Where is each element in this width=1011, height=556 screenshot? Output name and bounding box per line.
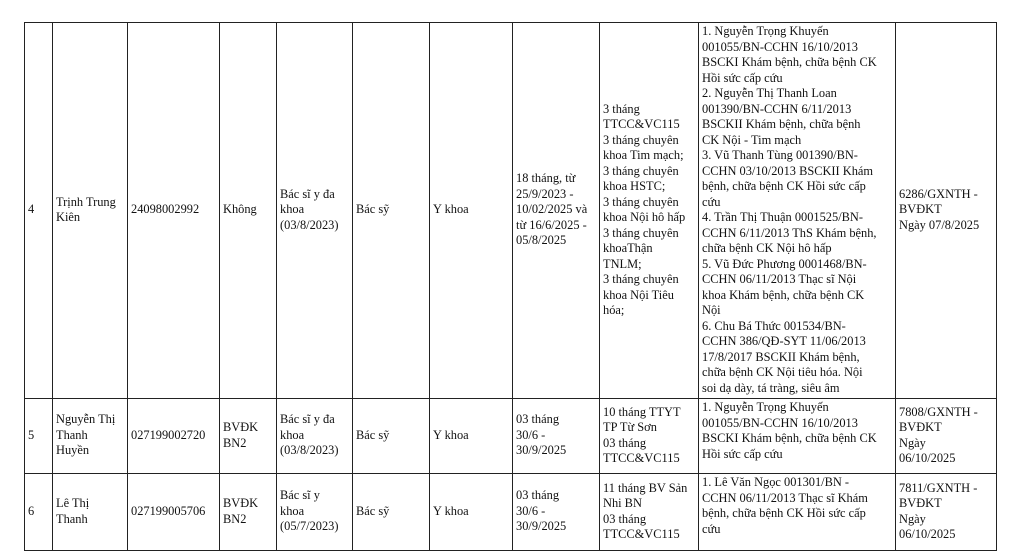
cell-training-lines (603, 481, 695, 543)
cell-line: 11 tháng BV Sản (603, 480, 688, 495)
cell-position (353, 23, 430, 399)
cell-line: BVĐK (223, 420, 259, 434)
cell-line: Nội (702, 303, 721, 317)
cell-degree-lines (280, 488, 349, 535)
cell-line: (05/7/2023) (280, 519, 339, 534)
cell-line: Ngày (899, 435, 926, 450)
cell-line: CCHN 6/11/2013 ThS Khám bệnh, (702, 225, 877, 240)
cell-line: 6. Chu Bá Thức 001534/BN- (702, 318, 846, 333)
cell-line: Hồi sức cấp cứu (702, 70, 783, 85)
cell-line: 03 tháng (516, 412, 560, 427)
cell-position (353, 399, 430, 474)
cell-full-name (53, 474, 128, 551)
cell-line: 05/8/2025 (516, 233, 567, 248)
cell-line: CCHN 386/QĐ-SYT 11/06/2013 (702, 334, 866, 348)
cell-line: Thanh (56, 511, 88, 526)
cell-line: 17/8/2017 BSCKII Khám bệnh, (702, 349, 860, 364)
cell-full-name-lines (56, 496, 124, 527)
cell-line: CK Nội - Tim mạch (702, 132, 802, 147)
cell-line: 3 tháng chuyên (603, 225, 679, 240)
cell-line: 6286/GXNTH - (899, 186, 978, 201)
cell-line: 06/10/2025 (899, 527, 956, 541)
cell-line: TP Từ Sơn (603, 420, 657, 434)
cell-position (353, 474, 430, 551)
cell-line: CCHN 06/11/2013 Thạc sĩ Khám (702, 490, 868, 505)
cell-id-code-text: 027199005706 (131, 503, 206, 518)
cell-line: CCHN 06/11/2013 Thạc sĩ Nội (702, 272, 857, 286)
cell-training (600, 474, 699, 551)
cell-line: 1. Lê Văn Ngọc 001301/BN - (702, 475, 850, 489)
cell-training-lines (603, 405, 695, 467)
cell-line: BVĐKT (899, 420, 942, 434)
cell-duration (513, 23, 600, 399)
cell-field (430, 474, 513, 551)
cell-line: TTCC&VC115 (603, 117, 680, 131)
cell-line: 5. Vũ Đức Phương 0001468/BN- (702, 256, 867, 271)
cell-line: bệnh, chữa bệnh CK Hồi sức cấp (702, 506, 866, 520)
cell-duration-lines (516, 488, 596, 535)
cell-unit (220, 474, 277, 551)
cell-mentors (699, 399, 896, 474)
cell-line: Lê Thị (56, 496, 90, 510)
cell-line: 06/10/2025 (899, 451, 956, 465)
cell-line: cứu (702, 194, 721, 209)
cell-field (430, 23, 513, 399)
cell-position-text: Bác sỹ (356, 202, 390, 217)
cell-unit (220, 399, 277, 474)
cell-line: khoa Khám bệnh, chữa bệnh CK (702, 287, 865, 302)
cell-line: 001055/BN-CCHN 16/10/2013 (702, 39, 858, 54)
cell-decision (896, 23, 997, 399)
cell-stt (25, 23, 53, 399)
cell-line: Nguyễn Thị (56, 412, 116, 427)
cell-stt (25, 399, 53, 474)
cell-line: 1. Nguyễn Trọng Khuyến (702, 24, 829, 38)
cell-line: cứu (702, 521, 721, 536)
cell-line: BVĐKT (899, 496, 942, 510)
cell-field-text: Y khoa (433, 427, 469, 442)
cell-decision-lines (899, 187, 993, 234)
cell-line: (03/8/2023) (280, 217, 339, 232)
cell-line: 10 tháng TTYT (603, 404, 681, 419)
cell-decision (896, 399, 997, 474)
cell-decision-lines (899, 481, 993, 543)
cell-line: 30/9/2025 (516, 443, 567, 458)
cell-full-name-lines (56, 412, 124, 459)
cell-line: chữa bệnh CK Nội tiêu hóa. Nội (702, 365, 863, 379)
cell-line: Bác sĩ y (280, 488, 320, 503)
cell-line: 3 tháng chuyên (603, 132, 679, 147)
cell-line: Bác sĩ y đa (280, 412, 335, 427)
cell-training (600, 23, 699, 399)
cell-mentors-lines (702, 400, 892, 462)
cell-line: Ngày (899, 511, 926, 526)
cell-field (430, 399, 513, 474)
cell-field-text: Y khoa (433, 503, 469, 518)
cell-line: 30/6 - (516, 503, 546, 518)
cell-duration (513, 399, 600, 474)
cell-full-name (53, 399, 128, 474)
cell-training-lines (603, 102, 695, 319)
cell-id-code (128, 399, 220, 474)
cell-id-code (128, 474, 220, 551)
cell-stt (25, 474, 53, 551)
cell-degree (277, 399, 353, 474)
table-body (25, 23, 997, 551)
cell-line: khoaThận (603, 241, 653, 255)
cell-line: bệnh, chữa bệnh CK Hồi sức cấp (702, 179, 866, 193)
cell-line: TTCC&VC115 (603, 451, 680, 465)
cell-line: 7811/GXNTH - (899, 480, 978, 495)
document-table-container (24, 22, 997, 551)
cell-degree-lines (280, 187, 349, 234)
cell-decision (896, 474, 997, 551)
cell-full-name (53, 23, 128, 399)
cell-line: khoa Nội Tiêu (603, 287, 674, 302)
cell-stt-text: 6 (28, 503, 35, 518)
cell-line: 03 tháng (603, 435, 647, 450)
table-row (25, 23, 997, 399)
cell-line: BVĐKT (899, 202, 942, 217)
cell-line: khoa HSTC; (603, 179, 666, 193)
cell-line: khoa (280, 427, 305, 442)
cell-line: TTCC&VC115 (603, 527, 680, 541)
cell-line: từ 16/6/2025 - (516, 217, 587, 232)
table-row (25, 399, 997, 474)
cell-line: 3 tháng chuyên (603, 194, 679, 209)
cell-line: soi dạ dày, tá tràng, siêu âm (702, 380, 840, 395)
cell-line: 3 tháng chuyên (603, 163, 679, 178)
cell-line: BN2 (223, 435, 247, 450)
cell-line: Ngày 07/8/2025 (899, 217, 980, 232)
cell-duration (513, 474, 600, 551)
cell-unit-lines (223, 496, 273, 527)
cell-line: hóa; (603, 303, 625, 317)
cell-unit-lines (223, 420, 273, 451)
cell-training (600, 399, 699, 474)
cell-line: 4. Trần Thị Thuận 0001525/BN- (702, 210, 863, 224)
cell-line: chữa bệnh CK Nội hô hấp (702, 241, 832, 255)
cell-line: Kiên (56, 210, 81, 224)
cell-line: Bác sĩ y đa (280, 186, 335, 201)
cell-unit (220, 23, 277, 399)
cell-line: Nhi BN (603, 496, 642, 510)
cell-stt-text: 4 (28, 202, 35, 217)
cell-line: BSCKII Khám bệnh, chữa bệnh (702, 117, 861, 131)
cell-position-text: Bác sỹ (356, 503, 390, 518)
cell-id-code-text: 027199002720 (131, 427, 206, 442)
cell-decision-lines (899, 405, 993, 467)
cell-line: 2. Nguyễn Thị Thanh Loan (702, 86, 837, 100)
cell-line: (03/8/2023) (280, 443, 339, 458)
cell-line: 1. Nguyễn Trọng Khuyến (702, 400, 829, 414)
cell-degree (277, 474, 353, 551)
cell-line: 18 tháng, từ (516, 171, 576, 186)
cell-line: 3 tháng chuyên (603, 272, 679, 286)
cell-line: 03 tháng (516, 488, 560, 503)
cell-line: 25/9/2023 - (516, 186, 574, 201)
cell-line: 001055/BN-CCHN 16/10/2013 (702, 415, 858, 430)
cell-mentors (699, 23, 896, 399)
cell-line: 7808/GXNTH - (899, 404, 978, 419)
cell-position-text: Bác sỹ (356, 427, 390, 442)
cell-line: Thanh (56, 427, 88, 442)
cell-line: CCHN 03/10/2013 BSCKII Khám (702, 163, 874, 178)
cell-stt-text: 5 (28, 427, 35, 442)
cell-mentors-lines (702, 475, 892, 537)
cell-duration-lines (516, 171, 596, 249)
cell-line: Hồi sức cấp cứu (702, 446, 783, 461)
cell-line: BVĐK (223, 496, 259, 510)
cell-line: 3 tháng (603, 101, 640, 116)
cell-mentors-lines (702, 24, 892, 396)
cell-line: khoa Nội hô hấp (603, 210, 686, 224)
cell-field-text: Y khoa (433, 202, 469, 217)
cell-line: 03 tháng (603, 511, 647, 526)
cell-full-name-lines (56, 195, 124, 226)
cell-id-code (128, 23, 220, 399)
cell-id-code-text: 24098002992 (131, 202, 200, 217)
cell-degree-lines (280, 412, 349, 459)
cell-line: 001390/BN-CCHN 6/11/2013 (702, 101, 852, 116)
cell-line: BSCKI Khám bệnh, chữa bệnh CK (702, 55, 877, 69)
cell-line: TNLM; (603, 256, 642, 271)
cell-line: khoa (280, 202, 305, 217)
staff-practice-table (24, 22, 997, 551)
cell-degree (277, 23, 353, 399)
cell-duration-lines (516, 412, 596, 459)
cell-unit-text: Không (223, 202, 257, 217)
cell-line: 3. Vũ Thanh Tùng 001390/BN- (702, 148, 858, 162)
cell-line: 10/02/2025 và (516, 202, 588, 217)
table-row (25, 474, 997, 551)
cell-line: khoa (280, 503, 305, 518)
cell-line: BSCKI Khám bệnh, chữa bệnh CK (702, 431, 877, 445)
cell-mentors (699, 474, 896, 551)
cell-line: Huyền (56, 443, 90, 458)
cell-line: BN2 (223, 511, 247, 526)
cell-line: 30/6 - (516, 427, 546, 442)
cell-line: 30/9/2025 (516, 519, 567, 534)
cell-line: khoa Tim mạch; (603, 148, 684, 162)
cell-line: Trịnh Trung (56, 194, 116, 209)
